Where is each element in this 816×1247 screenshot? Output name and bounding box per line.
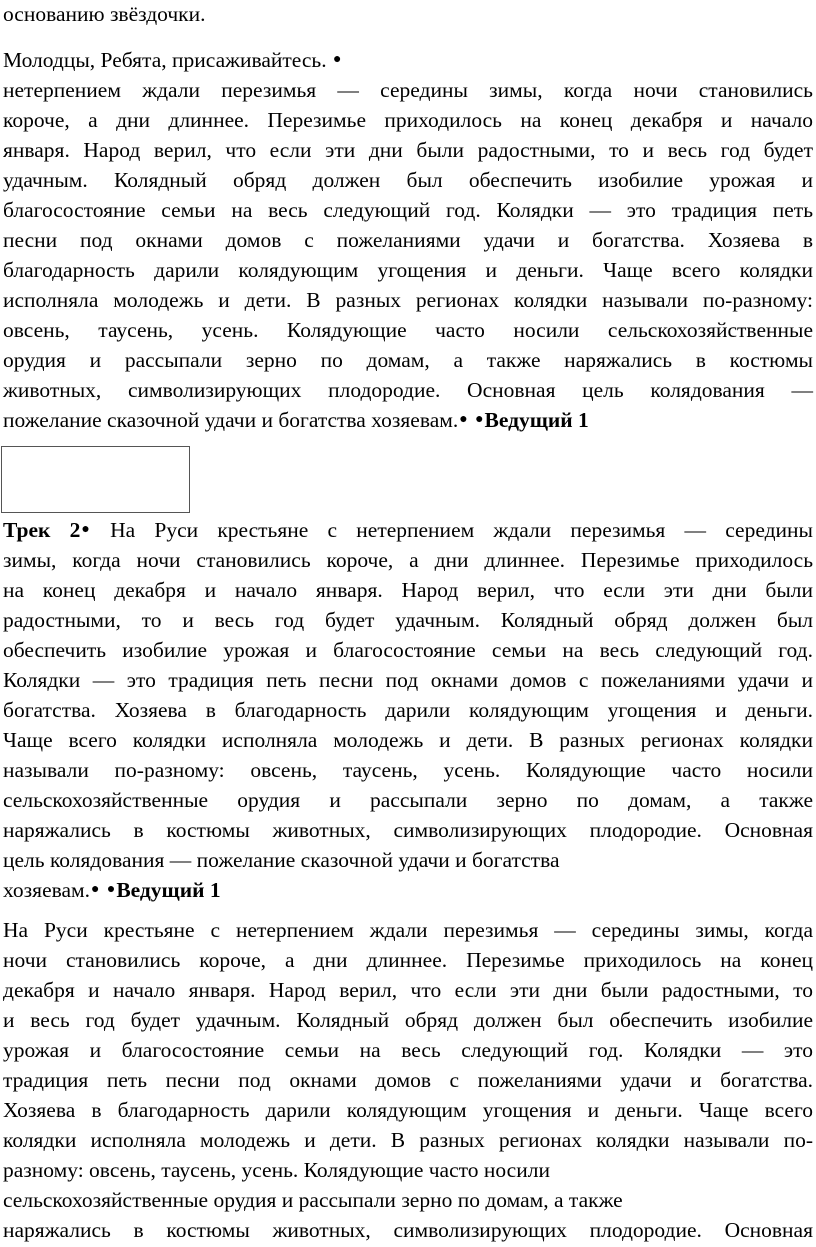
text-line: наряжались в костюмы животных, символизирующих плодородие. Основная <box>3 818 813 842</box>
text-line <box>3 515 813 545</box>
text-line: песни под окнами домов с пожеланиями удачи и богатства. Хозяева в <box>3 228 813 252</box>
bullet-icon: ● <box>91 882 100 897</box>
bullet-icon: ● <box>332 52 342 67</box>
text-line <box>3 45 342 75</box>
text-line: На Руси крестьяне с нетерпением ждали перезимья — середины зимы, когда <box>3 918 813 942</box>
text-line: сельскохозяйственные орудия и рассыпали зерно по домам, а также <box>3 788 813 812</box>
text-line: благодарность дарили колядующим угощения и деньги. Чаще всего колядки <box>3 258 813 282</box>
text-line: колядки исполняла молодежь и дети. В разных регионах колядки называли по- <box>3 1128 813 1152</box>
text-line <box>3 405 589 435</box>
text-line: наряжались в костюмы животных, символизирующих плодородие. Основная <box>3 1218 813 1242</box>
text-line: декабря и начало января. Народ верил, что если эти дни были радостными, то <box>3 978 813 1002</box>
text-line: урожая и благосостояние семьи на весь следующий год. Колядки — это <box>3 1038 813 1062</box>
text-line: короче, а дни длиннее. Перезимье приходилось на конец декабря и начало <box>3 108 813 132</box>
text-line: нетерпением ждали перезимья — середины зимы, когда ночи становились <box>3 78 813 102</box>
text-line: радостными, то и весь год будет удачным. Колядный обряд должен был <box>3 608 813 632</box>
bullet-icon: ● <box>106 882 116 897</box>
text-line: орудия и рассыпали зерно по домам, а также наряжались в костюмы <box>3 348 813 372</box>
text-line: цель колядования — пожелание сказочной удачи и богатства <box>3 848 560 872</box>
text-line: января. Народ верил, что если эти дни были радостными, то и весь год будет <box>3 138 813 162</box>
text-line: ночи становились короче, а дни длиннее. Перезимье приходилось на конец <box>3 948 813 972</box>
text-line <box>3 875 221 905</box>
text-line: и весь год будет удачным. Колядный обряд должен был обеспечить изобилие <box>3 1008 813 1032</box>
speaker-label: Ведущий 1 <box>116 878 221 902</box>
text-line: благосостояние семьи на весь следующий год. Колядки — это традиция петь <box>3 198 813 222</box>
text-fragment: Молодцы, Ребята, присаживайтесь. <box>3 48 327 72</box>
bullet-icon: ● <box>459 412 468 427</box>
text-line: разному: овсень, таусень, усень. Колядующие часто носили <box>3 1158 550 1182</box>
text-fragment: пожелание сказочной удачи и богатства хозяевам. <box>3 408 459 432</box>
text-line: богатства. Хозяева в благодарность дарили колядующим угощения и деньги. <box>3 698 813 722</box>
text-line: традиция петь песни под окнами домов с пожеланиями удачи и богатства. <box>3 1068 813 1092</box>
text-line: на конец декабря и начало января. Народ верил, что если эти дни были <box>3 578 813 602</box>
text-line: Чаще всего колядки исполняла молодежь и дети. В разных регионах колядки <box>3 728 813 752</box>
text-fragment: основанию звёздочки. <box>3 2 206 26</box>
text-line <box>3 0 206 29</box>
text-line: Хозяева в благодарность дарили колядующим угощения и деньги. Чаще всего <box>3 1098 813 1122</box>
text-line: обеспечить изобилие урожая и благосостояние семьи на весь следующий год. <box>3 638 813 662</box>
text-line: исполняла молодежь и дети. В разных регионах колядки называли по-разному: <box>3 288 813 312</box>
bullet-icon: ● <box>475 412 484 427</box>
speaker-label: Ведущий 1 <box>484 408 589 432</box>
bullet-icon: ● <box>81 522 90 537</box>
image-placeholder <box>1 446 190 513</box>
track-label: Трек 2 <box>3 518 81 542</box>
text-line: Колядки — это традиция петь песни под окнами домов с пожеланиями удачи и <box>3 668 813 692</box>
text-line: зимы, когда ночи становились короче, а дни длиннее. Перезимье приходилось <box>3 548 813 572</box>
text-line: сельскохозяйственные орудия и рассыпали зерно по домам, а также <box>3 1188 623 1212</box>
text-line: овсень, таусень, усень. Колядующие часто носили сельскохозяйственные <box>3 318 813 342</box>
text-line: животных, символизирующих плодородие. Основная цель колядования — <box>3 378 813 402</box>
text-line: называли по-разному: овсень, таусень, усень. Колядующие часто носили <box>3 758 813 782</box>
text-line: удачным. Колядный обряд должен был обеспечить изобилие урожая и <box>3 168 813 192</box>
text-fragment: На Руси крестьяне с нетерпением ждали перезимья — середины <box>110 518 813 542</box>
text-fragment: хозяевам. <box>3 878 90 902</box>
